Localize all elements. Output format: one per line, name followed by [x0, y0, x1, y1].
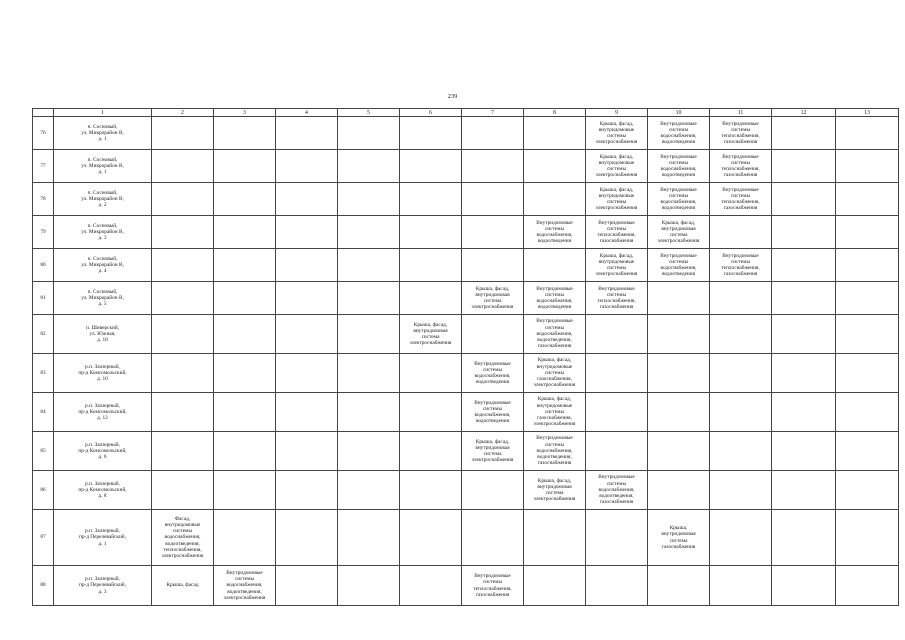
work-cell [400, 150, 462, 183]
work-cell: Фасад, внутридомовые системы водоснабжения, водоотведения, теплоснабжения, электроснабжения [152, 510, 214, 566]
work-cell: Крыша, фасад, внутридомовая система электроснабжения [524, 471, 586, 510]
row-number-cell: 77 [33, 150, 54, 183]
work-cell: Внутридомовые системы водоснабжения, водоотведения, газоснабжения [586, 471, 648, 510]
work-cell [152, 183, 214, 216]
address-cell: р.п. Заозерный, пр-д Комсомольский, д. 10 [54, 354, 152, 393]
work-cell [524, 150, 586, 183]
header-cell: 2 [152, 109, 214, 117]
work-cell [772, 315, 836, 354]
row-number-cell: 88 [33, 566, 54, 606]
work-cell [648, 282, 710, 315]
work-cell [276, 393, 338, 432]
work-cell: Внутридомовые системы водоснабжения, водоотведения [648, 150, 710, 183]
work-cell [772, 117, 836, 150]
table-row [33, 315, 899, 354]
header-cell: 1 [54, 109, 152, 117]
work-cell [214, 216, 276, 249]
row-number-cell: 83 [33, 354, 54, 393]
work-cell: Крыша, внутридомовая система газоснабжения [648, 510, 710, 566]
row-number-cell: 84 [33, 393, 54, 432]
row-number-cell: 80 [33, 249, 54, 282]
work-cell [400, 282, 462, 315]
work-cell [338, 249, 400, 282]
work-cell [772, 510, 836, 566]
work-cell [648, 471, 710, 510]
work-cell [836, 183, 899, 216]
work-cell [276, 432, 338, 471]
table-row [33, 566, 899, 606]
work-cell [836, 117, 899, 150]
work-cell [772, 471, 836, 510]
table-row [33, 150, 899, 183]
work-cell: Внутридомовые системы водоснабжения, водоотведения [524, 216, 586, 249]
repair-schedule-table [32, 108, 899, 606]
work-cell [710, 216, 772, 249]
work-cell [338, 354, 400, 393]
work-cell [836, 510, 899, 566]
work-cell: Крыша, фасад, внутридомовые системы электроснабжения [586, 150, 648, 183]
work-cell: Крыша, фасад, внутридомовые системы электроснабжения [586, 249, 648, 282]
work-cell [400, 117, 462, 150]
work-cell [648, 315, 710, 354]
address-cell: п. Сосновый, ул. Микрорайон В, д. 4 [54, 249, 152, 282]
work-cell [152, 432, 214, 471]
table-row [33, 510, 899, 566]
work-cell [836, 150, 899, 183]
work-cell [462, 216, 524, 249]
work-cell [214, 393, 276, 432]
row-number-cell: 86 [33, 471, 54, 510]
work-cell [400, 393, 462, 432]
work-cell [400, 249, 462, 282]
work-cell: Внутридомовые системы теплоснабжения, газоснабжения [710, 117, 772, 150]
work-cell [152, 117, 214, 150]
work-cell [276, 249, 338, 282]
header-cell: 9 [586, 109, 648, 117]
work-cell: Крыша, фасад, внутридомовые системы газоснабжения, электроснабжения [524, 393, 586, 432]
work-cell [648, 393, 710, 432]
work-cell [400, 566, 462, 606]
work-cell [276, 282, 338, 315]
work-cell [338, 432, 400, 471]
work-cell [772, 354, 836, 393]
row-number-cell: 87 [33, 510, 54, 566]
work-cell [152, 393, 214, 432]
work-cell [462, 117, 524, 150]
work-cell [214, 282, 276, 315]
work-cell [400, 354, 462, 393]
work-cell: Внутридомовые системы водоснабжения, водоотведения [462, 354, 524, 393]
address-cell: р.п. Заозерный, пр-д Перелевайский, д. 3 [54, 566, 152, 606]
work-cell [836, 393, 899, 432]
work-cell [772, 432, 836, 471]
work-cell: Внутридомовые системы теплоснабжения, газоснабжения [586, 216, 648, 249]
page-number: 239 [447, 93, 458, 100]
work-cell [710, 354, 772, 393]
work-cell: Внутридомовые системы теплоснабжения, газоснабжения [710, 183, 772, 216]
row-number-cell: 76 [33, 117, 54, 150]
work-cell [462, 150, 524, 183]
work-cell: Внутридомовые системы водоснабжения, водоотведения [648, 117, 710, 150]
work-cell [462, 183, 524, 216]
work-cell [338, 566, 400, 606]
work-cell [338, 510, 400, 566]
work-cell [276, 471, 338, 510]
work-cell [586, 393, 648, 432]
work-cell [214, 117, 276, 150]
work-cell: Внутридомовые системы водоснабжения, водоотведения [524, 282, 586, 315]
work-cell [214, 432, 276, 471]
work-cell: Внутридомовые системы водоснабжения, водоотведения [648, 249, 710, 282]
work-cell [586, 354, 648, 393]
work-cell [338, 393, 400, 432]
work-cell [772, 183, 836, 216]
work-cell [710, 566, 772, 606]
address-cell: п. Сосновый, ул. Микрорайон В, д. 2 [54, 183, 152, 216]
table-row [33, 183, 899, 216]
table-row [33, 471, 899, 510]
work-cell: Крыша, фасад, внутридомовая система электроснабжения [400, 315, 462, 354]
header-row [33, 109, 899, 117]
work-cell: Внутридомовые системы водоснабжения, водоотведения, газоснабжения [524, 315, 586, 354]
work-cell [152, 150, 214, 183]
row-number-cell: 81 [33, 282, 54, 315]
header-cell [33, 109, 54, 117]
work-cell: Внутридомовые системы теплоснабжения, газоснабжения [710, 249, 772, 282]
work-cell [772, 566, 836, 606]
header-cell: 5 [338, 109, 400, 117]
work-cell [338, 117, 400, 150]
work-cell [214, 249, 276, 282]
work-cell [710, 510, 772, 566]
row-number-cell: 82 [33, 315, 54, 354]
address-cell: р.п. Заозерный, пр-д Перелевайский, д. 1 [54, 510, 152, 566]
work-cell [836, 471, 899, 510]
work-cell: Внутридомовые системы водоснабжения, водоотведения [462, 393, 524, 432]
work-cell [586, 432, 648, 471]
work-cell: Внутридомовые системы теплоснабжения, газоснабжения [462, 566, 524, 606]
work-cell [586, 566, 648, 606]
work-cell [152, 315, 214, 354]
work-cell [276, 354, 338, 393]
address-cell: п. Шиверский, ул. Южная, д. 18 [54, 315, 152, 354]
header-cell: 8 [524, 109, 586, 117]
work-cell [462, 315, 524, 354]
header-cell: 10 [648, 109, 710, 117]
table-row [33, 216, 899, 249]
work-cell [710, 393, 772, 432]
work-cell: Крыша, фасад, внутридомовая система электроснабжения [462, 432, 524, 471]
work-cell [338, 282, 400, 315]
work-cell: Крыша, фасад [152, 566, 214, 606]
work-cell [338, 183, 400, 216]
address-cell: р.п. Заозерный, пр-д Комсомольский, д. 6 [54, 432, 152, 471]
work-cell [710, 315, 772, 354]
work-cell: Внутридомовые системы водоснабжения, водоотведения, газоснабжения [524, 432, 586, 471]
work-cell [462, 249, 524, 282]
work-cell [772, 282, 836, 315]
work-cell [586, 315, 648, 354]
header-cell: 7 [462, 109, 524, 117]
work-cell: Внутридомовые системы теплоснабжения, газоснабжения [586, 282, 648, 315]
table-row [33, 432, 899, 471]
work-cell [836, 216, 899, 249]
work-cell [524, 249, 586, 282]
work-cell [772, 393, 836, 432]
work-cell [214, 183, 276, 216]
address-cell: п. Сосновый, ул. Микрорайон В, д. 1 [54, 117, 152, 150]
address-cell: р.п. Заозерный, пр-д Комсомольский, д. 12 [54, 393, 152, 432]
work-cell [524, 117, 586, 150]
table-row [33, 393, 899, 432]
work-cell [648, 432, 710, 471]
work-cell: Крыша, фасад, внутридомовая система электроснабжения [648, 216, 710, 249]
work-cell [710, 432, 772, 471]
table-row [33, 354, 899, 393]
row-number-cell: 78 [33, 183, 54, 216]
work-cell [772, 150, 836, 183]
work-cell [836, 432, 899, 471]
work-cell [338, 150, 400, 183]
work-cell: Крыша, фасад, внутридомовые системы газоснабжения, электроснабжения [524, 354, 586, 393]
header-cell: 4 [276, 109, 338, 117]
work-cell [152, 282, 214, 315]
work-cell [836, 354, 899, 393]
table-row [33, 282, 899, 315]
work-cell [152, 216, 214, 249]
work-cell [524, 566, 586, 606]
work-cell [214, 354, 276, 393]
work-cell [276, 150, 338, 183]
work-cell [524, 183, 586, 216]
work-cell [772, 249, 836, 282]
work-cell [276, 315, 338, 354]
header-cell: 3 [214, 109, 276, 117]
work-cell [648, 354, 710, 393]
header-cell: 11 [710, 109, 772, 117]
work-cell [152, 354, 214, 393]
work-cell [462, 510, 524, 566]
work-cell [710, 471, 772, 510]
work-cell: Внутридомовые системы теплоснабжения, газоснабжения [710, 150, 772, 183]
header-cell: 6 [400, 109, 462, 117]
work-cell [772, 216, 836, 249]
work-cell [152, 471, 214, 510]
work-cell [276, 117, 338, 150]
work-cell: Внутридомовые системы водоснабжения, водоотведения [648, 183, 710, 216]
address-cell: п. Сосновый, ул. Микрорайон В, д. 5 [54, 282, 152, 315]
row-number-cell: 85 [33, 432, 54, 471]
work-cell [710, 282, 772, 315]
table-row [33, 117, 899, 150]
header-cell: 12 [772, 109, 836, 117]
work-cell [400, 216, 462, 249]
work-cell [836, 282, 899, 315]
work-cell: Внутридомовые системы водоснабжения, водоотведения, электроснабжения [214, 566, 276, 606]
header-cell: 13 [836, 109, 899, 117]
work-cell [214, 510, 276, 566]
table-row [33, 249, 899, 282]
work-cell [586, 510, 648, 566]
work-cell [648, 566, 710, 606]
work-cell [836, 249, 899, 282]
address-cell: р.п. Заозерный, пр-д Комсомольский, д. 8 [54, 471, 152, 510]
address-cell: п. Сосновый, ул. Микрорайон В, д. 3 [54, 216, 152, 249]
work-cell: Крыша, фасад, внутридомовая система электроснабжения [462, 282, 524, 315]
work-cell [276, 510, 338, 566]
address-cell: п. Сосновый, ул. Микрорайон В, д. 1 [54, 150, 152, 183]
work-cell: Крыша, фасад, внутридомовые системы электроснабжения [586, 183, 648, 216]
work-cell [338, 216, 400, 249]
work-cell [214, 471, 276, 510]
work-cell [214, 315, 276, 354]
table-body [33, 117, 899, 606]
work-cell [400, 471, 462, 510]
work-cell [276, 216, 338, 249]
work-cell [462, 471, 524, 510]
work-cell [524, 510, 586, 566]
work-cell [338, 471, 400, 510]
work-cell [836, 566, 899, 606]
work-cell [338, 315, 400, 354]
work-cell [836, 315, 899, 354]
work-cell [276, 183, 338, 216]
work-cell [400, 432, 462, 471]
work-cell [152, 249, 214, 282]
work-cell [276, 566, 338, 606]
work-cell [400, 183, 462, 216]
work-cell [214, 150, 276, 183]
row-number-cell: 79 [33, 216, 54, 249]
work-cell: Крыша, фасад, внутридомовые системы электроснабжения [586, 117, 648, 150]
work-cell [400, 510, 462, 566]
